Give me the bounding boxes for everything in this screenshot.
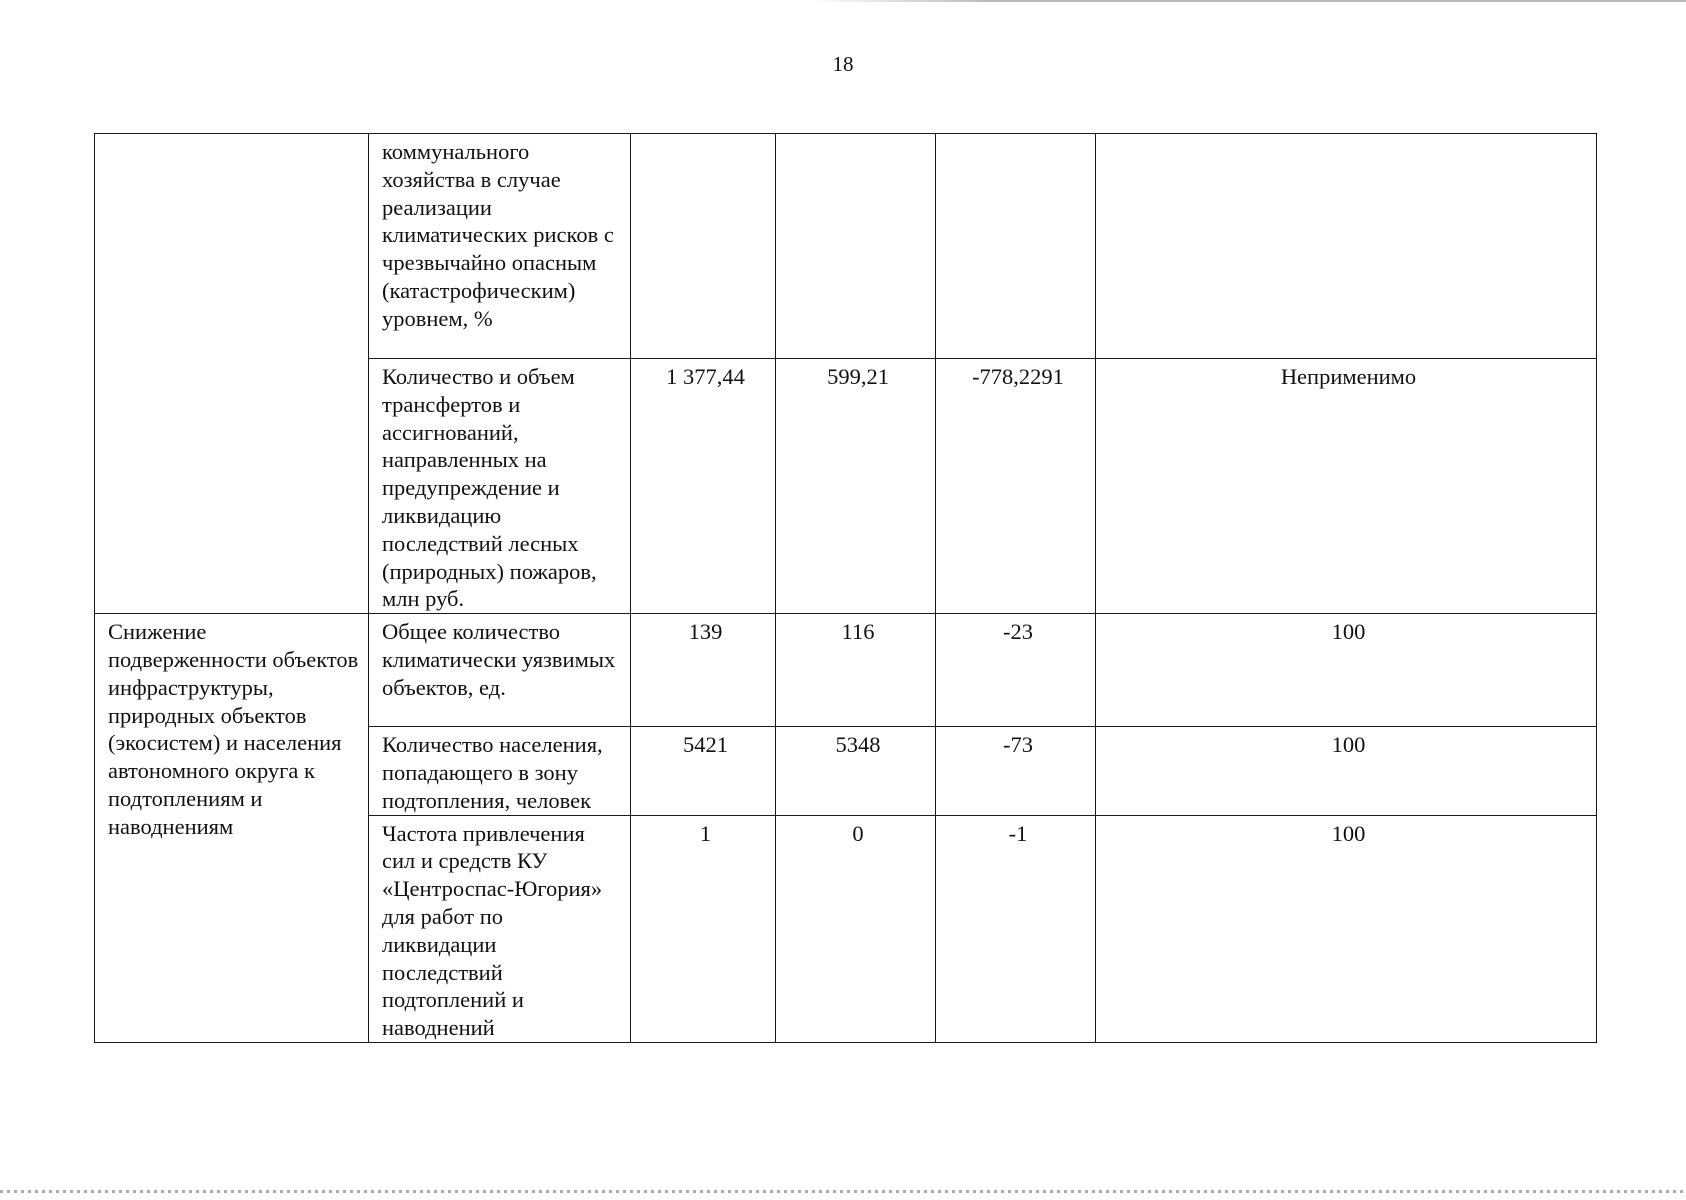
deviation-cell: -23 [936,614,1096,727]
indicator-cell: коммунального хозяйства в случае реализации климатических рисков с чрезвычайно опасным (катастрофическим) уровнем, % [369,134,631,359]
baseline-cell: 1 [631,815,776,1042]
deviation-cell [936,134,1096,359]
goal-cell-empty [95,134,369,614]
page-number: 18 [832,52,854,76]
baseline-cell: 1 377,44 [631,359,776,614]
baseline-cell: 139 [631,614,776,727]
indicator-cell: Количество и объем трансфертов и ассигнований, направленных на предупреждение и ликвидацию последствий лесных (природных) пожаров, млн руб. [369,359,631,614]
baseline-cell [631,134,776,359]
indicator-cell: Частота привлечения сил и средств КУ «Центроспас-Югория» для работ по ликвидации последствий подтоплений и наводнений [369,815,631,1042]
deviation-cell: -778,2291 [936,359,1096,614]
deviation-cell: -73 [936,727,1096,815]
assessment-cell: Неприменимо [1096,359,1597,614]
assessment-cell [1096,134,1597,359]
scan-edge-bottom [0,1190,1686,1193]
indicator-cell: Количество населения, попадающего в зону подтопления, человек [369,727,631,815]
assessment-cell: 100 [1096,614,1597,727]
baseline-cell: 5421 [631,727,776,815]
indicator-cell: Общее количество климатически уязвимых объектов, ед. [369,614,631,727]
actual-cell: 5348 [776,727,936,815]
actual-cell: 599,21 [776,359,936,614]
actual-cell: 0 [776,815,936,1042]
table-row [95,614,1597,727]
deviation-cell: -1 [936,815,1096,1042]
goal-cell: Снижение подверженности объектов инфраструктуры, природных объектов (экосистем) и населения автономного округа к подтоплениям и наводнениям [95,614,369,1043]
scan-edge-top [810,0,1686,2]
table-row [95,134,1597,359]
indicators-table [94,133,1597,1043]
assessment-cell: 100 [1096,815,1597,1042]
actual-cell: 116 [776,614,936,727]
actual-cell [776,134,936,359]
assessment-cell: 100 [1096,727,1597,815]
